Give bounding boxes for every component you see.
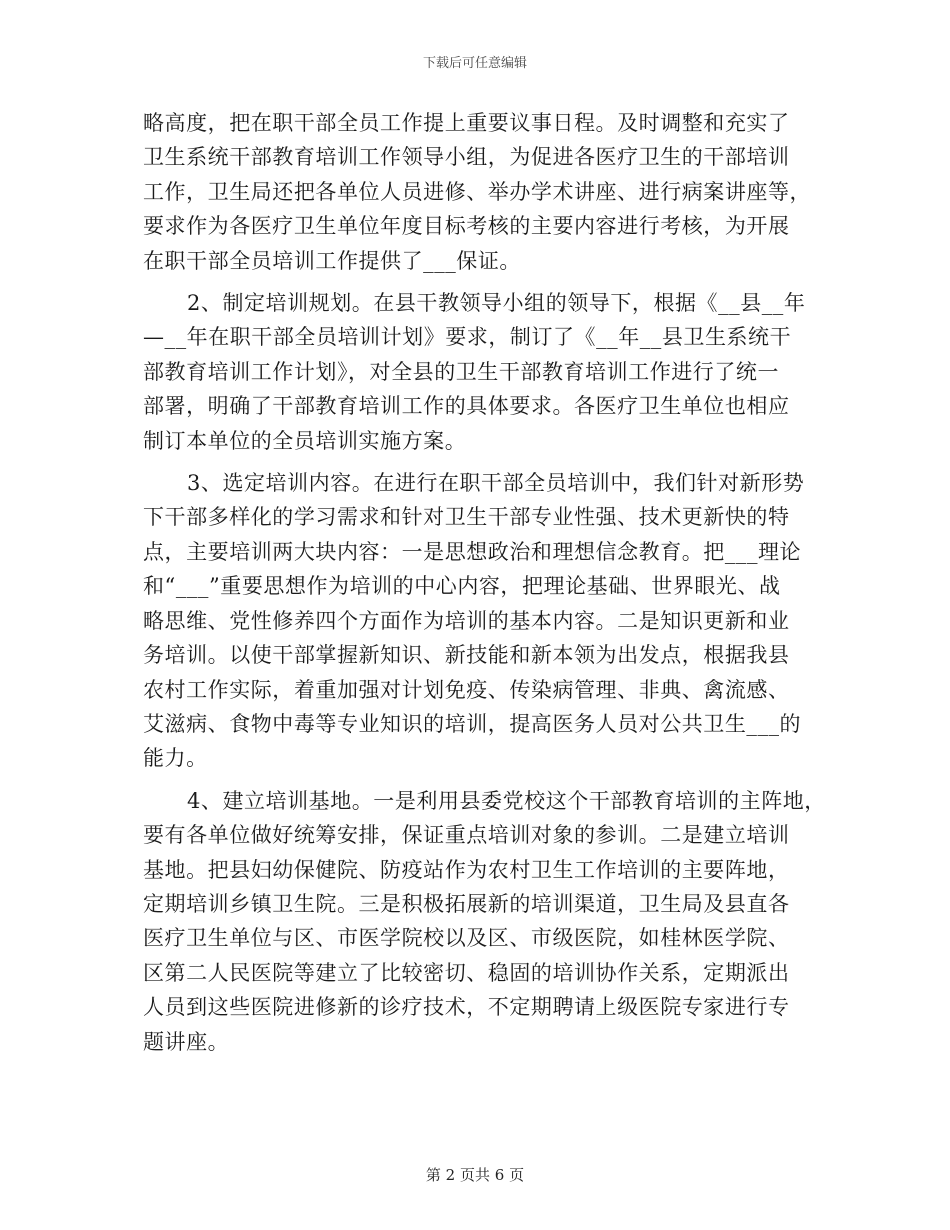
- paragraph-2: [143, 286, 807, 458]
- text-line: 人员到这些医院进修新的诊疗技术，不定期聘请上级医院专家进行专: [143, 995, 790, 1020]
- text-line: —__年在职干部全员培训计划》要求，制订了《__年__县卫生系统干: [143, 325, 792, 350]
- paragraph-1: [143, 106, 812, 278]
- text-line: 4、建立培训基地。一是利用县委党校这个干部教育培训的主阵地，: [187, 788, 826, 813]
- text-line: 下干部多样化的学习需求和针对卫生干部专业性强、技术更新快的特: [143, 505, 790, 530]
- document-body: [143, 106, 826, 1059]
- text-line: 和“___”重要思想作为培训的中心内容，把理论基础、世界眼光、战: [143, 574, 781, 599]
- text-line: 部署，明确了干部教育培训工作的具体要求。各医疗卫生单位也相应: [143, 394, 790, 419]
- text-line: 3、选定培训内容。在进行在职干部全员培训中，我们针对新形势: [187, 471, 805, 496]
- text-line: 2、制定培训规划。在县干教领导小组的领导下，根据《__县__年: [187, 291, 806, 316]
- text-line: 务培训。以使干部掌握新知识、新技能和新本领为出发点，根据我县: [143, 643, 790, 668]
- page-header: 下载后可任意编辑: [422, 56, 527, 71]
- text-line: 定期培训乡镇卫生院。三是积极拓展新的培训渠道，卫生局及县直各: [143, 891, 790, 916]
- text-line: 题讲座。: [143, 1029, 230, 1054]
- text-line: 要求作为各医疗卫生单位年度目标考核的主要内容进行考核，为开展: [143, 214, 790, 239]
- text-line: 略高度，把在职干部全员工作提上重要议事日程。及时调整和充实了: [143, 111, 790, 135]
- text-line: 略思维、党性修养四个方面作为培训的基本内容。二是知识更新和业: [143, 608, 790, 633]
- text-line: 部教育培训工作计划》，对全县的卫生干部教育培训工作进行了统一: [143, 359, 779, 384]
- text-line: 艾滋病、食物中毒等专业知识的培训，提高医务人员对公共卫生___的: [143, 711, 802, 736]
- text-line: 医疗卫生单位与区、市医学院校以及区、市级医院，如桂林医学院、: [143, 926, 790, 951]
- text-line: 卫生系统干部教育培训工作领导小组，为促进各医疗卫生的干部培训: [143, 145, 790, 170]
- text-line: 工作，卫生局还把各单位人员进修、举办学术讲座、进行病案讲座等，: [143, 179, 812, 204]
- text-line: 区第二人民医院等建立了比较密切、稳固的培训协作关系，定期派出: [143, 960, 790, 985]
- page-number-footer: 第 2 页共 6 页: [425, 1166, 525, 1184]
- paragraph-3: [143, 466, 807, 776]
- text-line: 基地。把县妇幼保健院、防疫站作为农村卫生工作培训的主要阵地，: [143, 857, 790, 882]
- text-line: 在职干部全员培训工作提供了___保证。: [143, 248, 521, 273]
- text-line: 要有各单位做好统筹安排，保证重点培训对象的参训。二是建立培训: [143, 823, 790, 848]
- paragraph-4: [143, 784, 826, 1059]
- text-line: 制订本单位的全员培训实施方案。: [143, 428, 467, 453]
- text-line: 点，主要培训两大块内容：一是思想政治和理想信念教育。把___理论: [143, 539, 802, 564]
- text-line: 农村工作实际，着重加强对计划免疫、传染病管理、非典、禽流感、: [143, 677, 790, 702]
- text-line: 能力。: [143, 746, 208, 771]
